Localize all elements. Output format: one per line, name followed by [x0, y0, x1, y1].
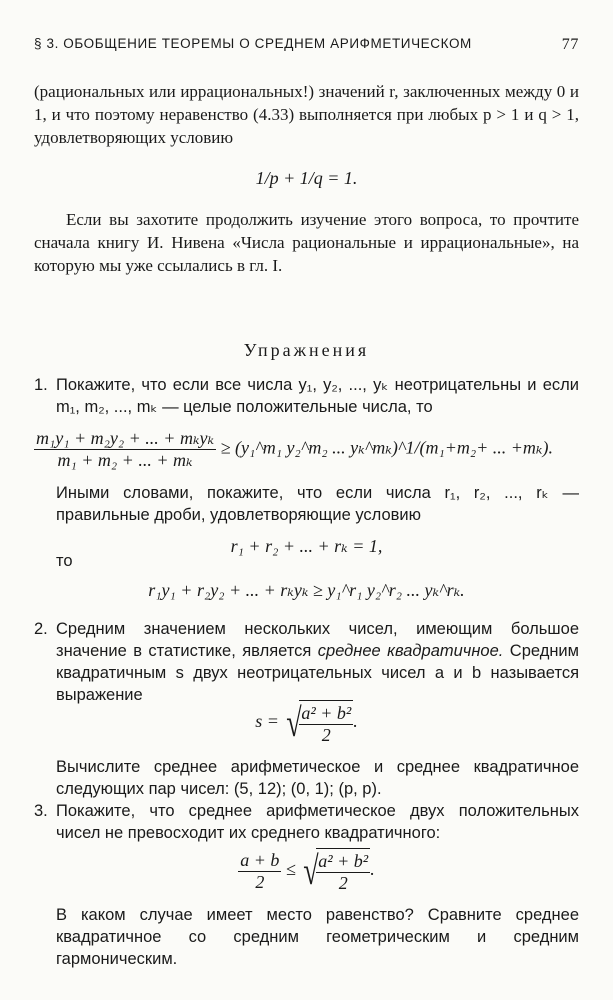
text-part: Средним значением нескольких чисел, имеющим большое значение в статистике, является	[56, 620, 579, 660]
exercise-2-task: Вычислите среднее арифметическое и среднее квадратичное следующих пар чисел: (5, 12); (0, 1); (p, p).	[56, 758, 579, 798]
fraction-denominator: 2	[321, 725, 331, 745]
exercise-number: 1.	[34, 376, 48, 394]
fraction-denominator: 2	[255, 871, 265, 892]
exercise-text: Покажите, что среднее арифметическое двух положительных чисел не превосходит их среднего квадратичного:	[56, 802, 579, 842]
fraction-numerator: a + b	[240, 849, 280, 870]
exercise-text: Покажите, что если все числа y₁, y₂, ..., yₖ неотрицательны и если m₁, m₂, ..., mₖ — целые положительные числа, то	[56, 376, 579, 416]
formula-weighted-inequality: r₁y₁ + r₂y₂ + ... + rₖyₖ ≥ y₁^r₁ y₂^r₂ ... yₖ^rₖ.	[148, 580, 465, 600]
sqrt-icon: √	[303, 848, 319, 893]
sqrt-icon: √	[286, 700, 303, 745]
running-head	[34, 36, 579, 51]
fraction-denominator: 2	[338, 873, 348, 893]
exercise-text	[56, 618, 579, 706]
exercise-1-restatement: Иными словами, покажите, что если числа r₁, r₂, ..., rₖ — правильные дроби, удовлетворяющие условию	[56, 484, 579, 524]
radicand	[316, 851, 370, 894]
book-page	[34, 0, 579, 1000]
formula-sum-r: r₁ + r₂ + ... + rₖ = 1,	[230, 536, 383, 556]
exercise-number: 3.	[34, 802, 48, 820]
exercise-3-question: В каком случае имеет место равенство? Сравните среднее квадратичное со средним геометрическим и средним гармоническим.	[56, 906, 579, 968]
formula-condition: 1/p + 1/q = 1.	[255, 168, 358, 188]
formula-am-qm: $\frac{a + b}{2}$ ≤ √ $\frac{\text{a² + b²}}{2}$ .	[240, 848, 375, 893]
reference-paragraph: Если вы захотите продолжить изучение этого вопроса, то прочтите сначала книгу И. Нивена «Числа рациональные и иррациональные», на которую мы уже ссылались в гл. I.	[34, 210, 579, 275]
weighted-fraction	[34, 428, 216, 471]
fraction-numerator: a² + b²	[301, 703, 352, 723]
intro-paragraph: (рациональных или иррациональных!) значений r, заключенных между 0 и 1, и что поэтому неравенство (4.33) выполняется при любых p > 1 и q > 1, удовлетворяющих условию	[34, 82, 579, 147]
exercise-1	[34, 374, 579, 418]
exercise-number: 2.	[34, 620, 48, 638]
fraction-numerator: m₁y₁ + m₂y₂ + ... + mₖyₖ	[36, 428, 215, 448]
then-word: то	[56, 552, 73, 570]
arithmetic-mean	[238, 850, 281, 893]
inequality-rhs: ≥ (y₁^m₁ y₂^m₂ ... yₖ^mₖ)^1/(m₁+m₂+ ... +mₖ).	[220, 437, 553, 458]
operator: ≤	[285, 859, 296, 880]
emphasized-term: среднее квадратичное.	[317, 642, 504, 660]
chapter-title: § 3. ОБОБЩЕНИЕ ТЕОРЕМЫ О СРЕДНЕМ АРИФМЕТИЧЕСКОМ	[34, 36, 472, 51]
inequality-weighted-means	[34, 428, 553, 471]
exercise-3	[34, 800, 579, 844]
radicand	[299, 703, 353, 746]
formula-quadratic-mean: s = √ $\frac{\text{a² + b²}}{2}$ .	[255, 700, 358, 745]
exercise-2	[34, 618, 579, 706]
section-heading: Упражнения	[243, 340, 370, 360]
page-number: 77	[561, 36, 579, 53]
formula-lhs: s =	[255, 711, 279, 732]
fraction-denominator: m₁ + m₂ + ... + mₖ	[57, 450, 193, 470]
text-part: Средним квадратичным s двух неотрицательных чисел a и b называется выражение	[56, 642, 579, 704]
fraction-numerator: a² + b²	[318, 851, 369, 871]
